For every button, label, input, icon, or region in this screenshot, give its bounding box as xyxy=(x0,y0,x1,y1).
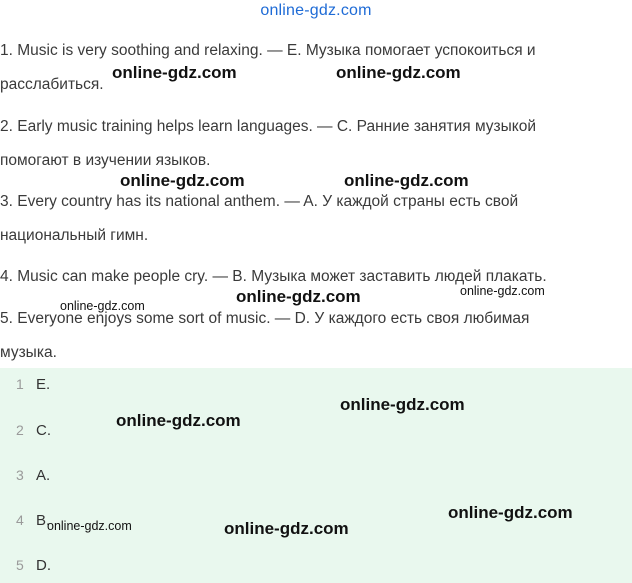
answer-value: D. xyxy=(36,557,51,574)
sentence-1-line-2: расслабиться. xyxy=(0,76,104,93)
watermark: online-gdz.com xyxy=(236,287,361,306)
watermark: online-gdz.com xyxy=(112,63,237,82)
answer-row-5 xyxy=(16,557,51,574)
sentence-5-line-2: музыка. xyxy=(0,344,57,361)
sentence-3-line-1: 3. Every country has its national anthem. — A. У каждой страны есть свой xyxy=(0,193,519,210)
answer-number: 4 xyxy=(16,512,24,528)
sentence-5-line-1: 5. Everyone enjoys some sort of music. — D. У каждого есть своя любимая xyxy=(0,310,530,327)
answer-box xyxy=(0,368,632,583)
watermark: online-gdz.com xyxy=(460,284,545,298)
answer-row-2 xyxy=(16,422,51,439)
watermark: online-gdz.com xyxy=(47,519,132,533)
watermark: online-gdz.com xyxy=(336,63,461,82)
watermark: online-gdz.com xyxy=(344,171,469,190)
sentence-2-line-1: 2. Early music training helps learn languages. — C. Ранние занятия музыкой xyxy=(0,118,537,135)
sentence-2-line-2: помогают в изучении языков. xyxy=(0,152,211,169)
sentence-1 xyxy=(0,34,600,102)
watermark: online-gdz.com xyxy=(120,171,245,190)
sentence-4-line-1: 4. Music can make people cry. — B. Музыка может заставить людей плакать. xyxy=(0,268,547,285)
sentence-3 xyxy=(0,185,600,253)
sentence-2 xyxy=(0,110,600,178)
watermark: online-gdz.com xyxy=(60,299,145,313)
watermark: online-gdz.com xyxy=(448,503,573,522)
site-link[interactable]: online-gdz.com xyxy=(260,2,372,19)
answer-number: 3 xyxy=(16,467,24,483)
answer-value: A. xyxy=(36,467,51,484)
answer-value: E. xyxy=(36,376,51,393)
watermark: online-gdz.com xyxy=(340,395,465,414)
answer-value: B. xyxy=(36,512,51,529)
answer-row-4 xyxy=(16,512,50,529)
answer-row-1 xyxy=(16,376,50,393)
sentence-3-line-2: национальный гимн. xyxy=(0,227,149,244)
watermark: online-gdz.com xyxy=(224,519,349,538)
answer-value: C. xyxy=(36,422,51,439)
watermark: online-gdz.com xyxy=(116,411,241,430)
sentence-1-line-1: 1. Music is very soothing and relaxing. — E. Музыка помогает успокоиться и xyxy=(0,42,536,59)
answer-row-3 xyxy=(16,467,50,484)
answer-number: 1 xyxy=(16,376,24,392)
answer-number: 2 xyxy=(16,422,24,438)
answer-number: 5 xyxy=(16,557,24,573)
